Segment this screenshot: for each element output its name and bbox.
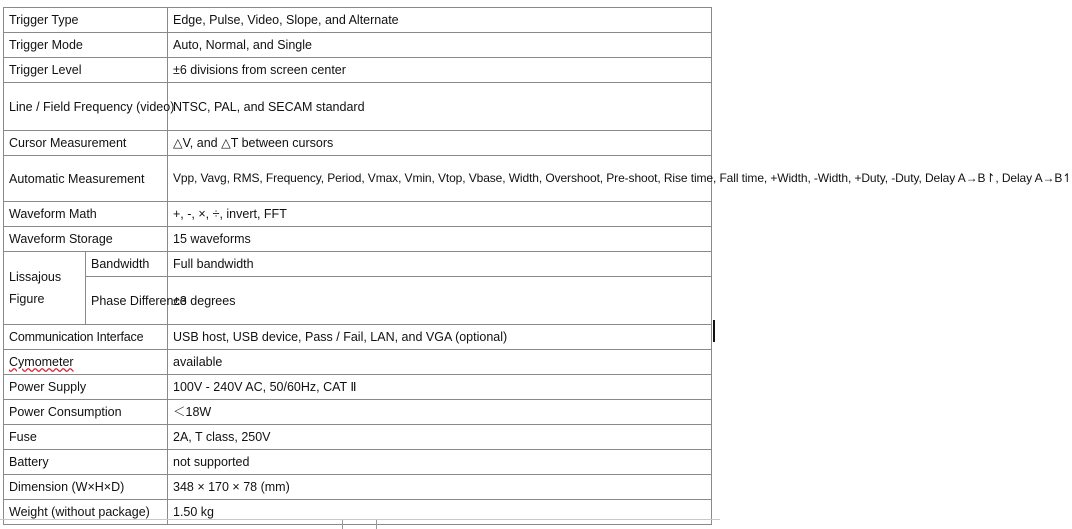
row-value: 2A, T class, 250V (168, 425, 712, 450)
table-row (4, 277, 712, 325)
row-value: 15 waveforms (168, 227, 712, 252)
lissajous-label: Lissajous Figure (9, 270, 62, 306)
row-value: Auto, Normal, and Single (168, 33, 712, 58)
row-value: available (168, 350, 712, 375)
table-row (4, 156, 712, 202)
row-label: Line / Field Frequency (video) (4, 83, 168, 131)
row-value: 100V - 240V AC, 50/60Hz, CAT Ⅱ (168, 375, 712, 400)
row-value: Edge, Pulse, Video, Slope, and Alternate (168, 8, 712, 33)
table-row (4, 202, 712, 227)
row-value: Vpp, Vavg, RMS, Frequency, Period, Vmax, Vmin, Vtop, Vbase, Width, Overshoot, Pre-shoot, Rise time, Fall time, +Width, -Width, +Duty, -Duty, Delay A→B↾, Delay A→B↿ (168, 156, 712, 202)
row-value: 1.50 kg (168, 500, 712, 525)
row-value: not supported (168, 450, 712, 475)
row-label: Trigger Type (4, 8, 168, 33)
row-value: ±3 degrees (168, 277, 712, 325)
spec-table (3, 7, 1072, 525)
row-value: +, -, ×, ÷, invert, FFT (168, 202, 712, 227)
table-row (4, 131, 712, 156)
row-value: USB host, USB device, Pass / Fail, LAN, and VGA (optional) (168, 325, 712, 350)
table-row (4, 8, 712, 33)
row-value: ±6 divisions from screen center (168, 58, 712, 83)
row-label: Weight (without package) (4, 500, 168, 525)
table-row (4, 33, 712, 58)
row-value: 348 × 170 × 78 (mm) (168, 475, 712, 500)
table-row (4, 252, 712, 277)
sub-label: Bandwidth (86, 252, 168, 277)
row-label: Battery (4, 450, 168, 475)
table-row (4, 227, 712, 252)
divider (342, 520, 343, 529)
sub-label: Phase Difference (86, 277, 168, 325)
row-label: Communication Interface (4, 325, 168, 350)
row-label (4, 350, 168, 375)
row-value: Full bandwidth (168, 252, 712, 277)
table-row (4, 450, 712, 475)
row-label: Automatic Measurement (4, 156, 168, 202)
row-label: Cursor Measurement (4, 131, 168, 156)
row-label: Waveform Storage (4, 227, 168, 252)
row-label: Power Supply (4, 375, 168, 400)
row-value: ＜18W (168, 400, 712, 425)
page-edge-divider (0, 519, 720, 520)
table-row (4, 350, 712, 375)
table-row (4, 375, 712, 400)
table-row (4, 400, 712, 425)
row-value: NTSC, PAL, and SECAM standard (168, 83, 712, 131)
table-row (4, 325, 712, 350)
row-label: Power Consumption (4, 400, 168, 425)
row-label: Trigger Level (4, 58, 168, 83)
cymometer-label: Cymometer (9, 355, 74, 369)
text-cursor (713, 320, 715, 342)
row-label (4, 252, 86, 325)
divider (376, 520, 377, 529)
table-row (4, 425, 712, 450)
row-label: Dimension (W×H×D) (4, 475, 168, 500)
row-label: Fuse (4, 425, 168, 450)
row-value: △V, and △T between cursors (168, 131, 712, 156)
table-row (4, 58, 712, 83)
table-row (4, 475, 712, 500)
table-row (4, 500, 712, 525)
table-row (4, 83, 712, 131)
row-label: Waveform Math (4, 202, 168, 227)
row-label: Trigger Mode (4, 33, 168, 58)
